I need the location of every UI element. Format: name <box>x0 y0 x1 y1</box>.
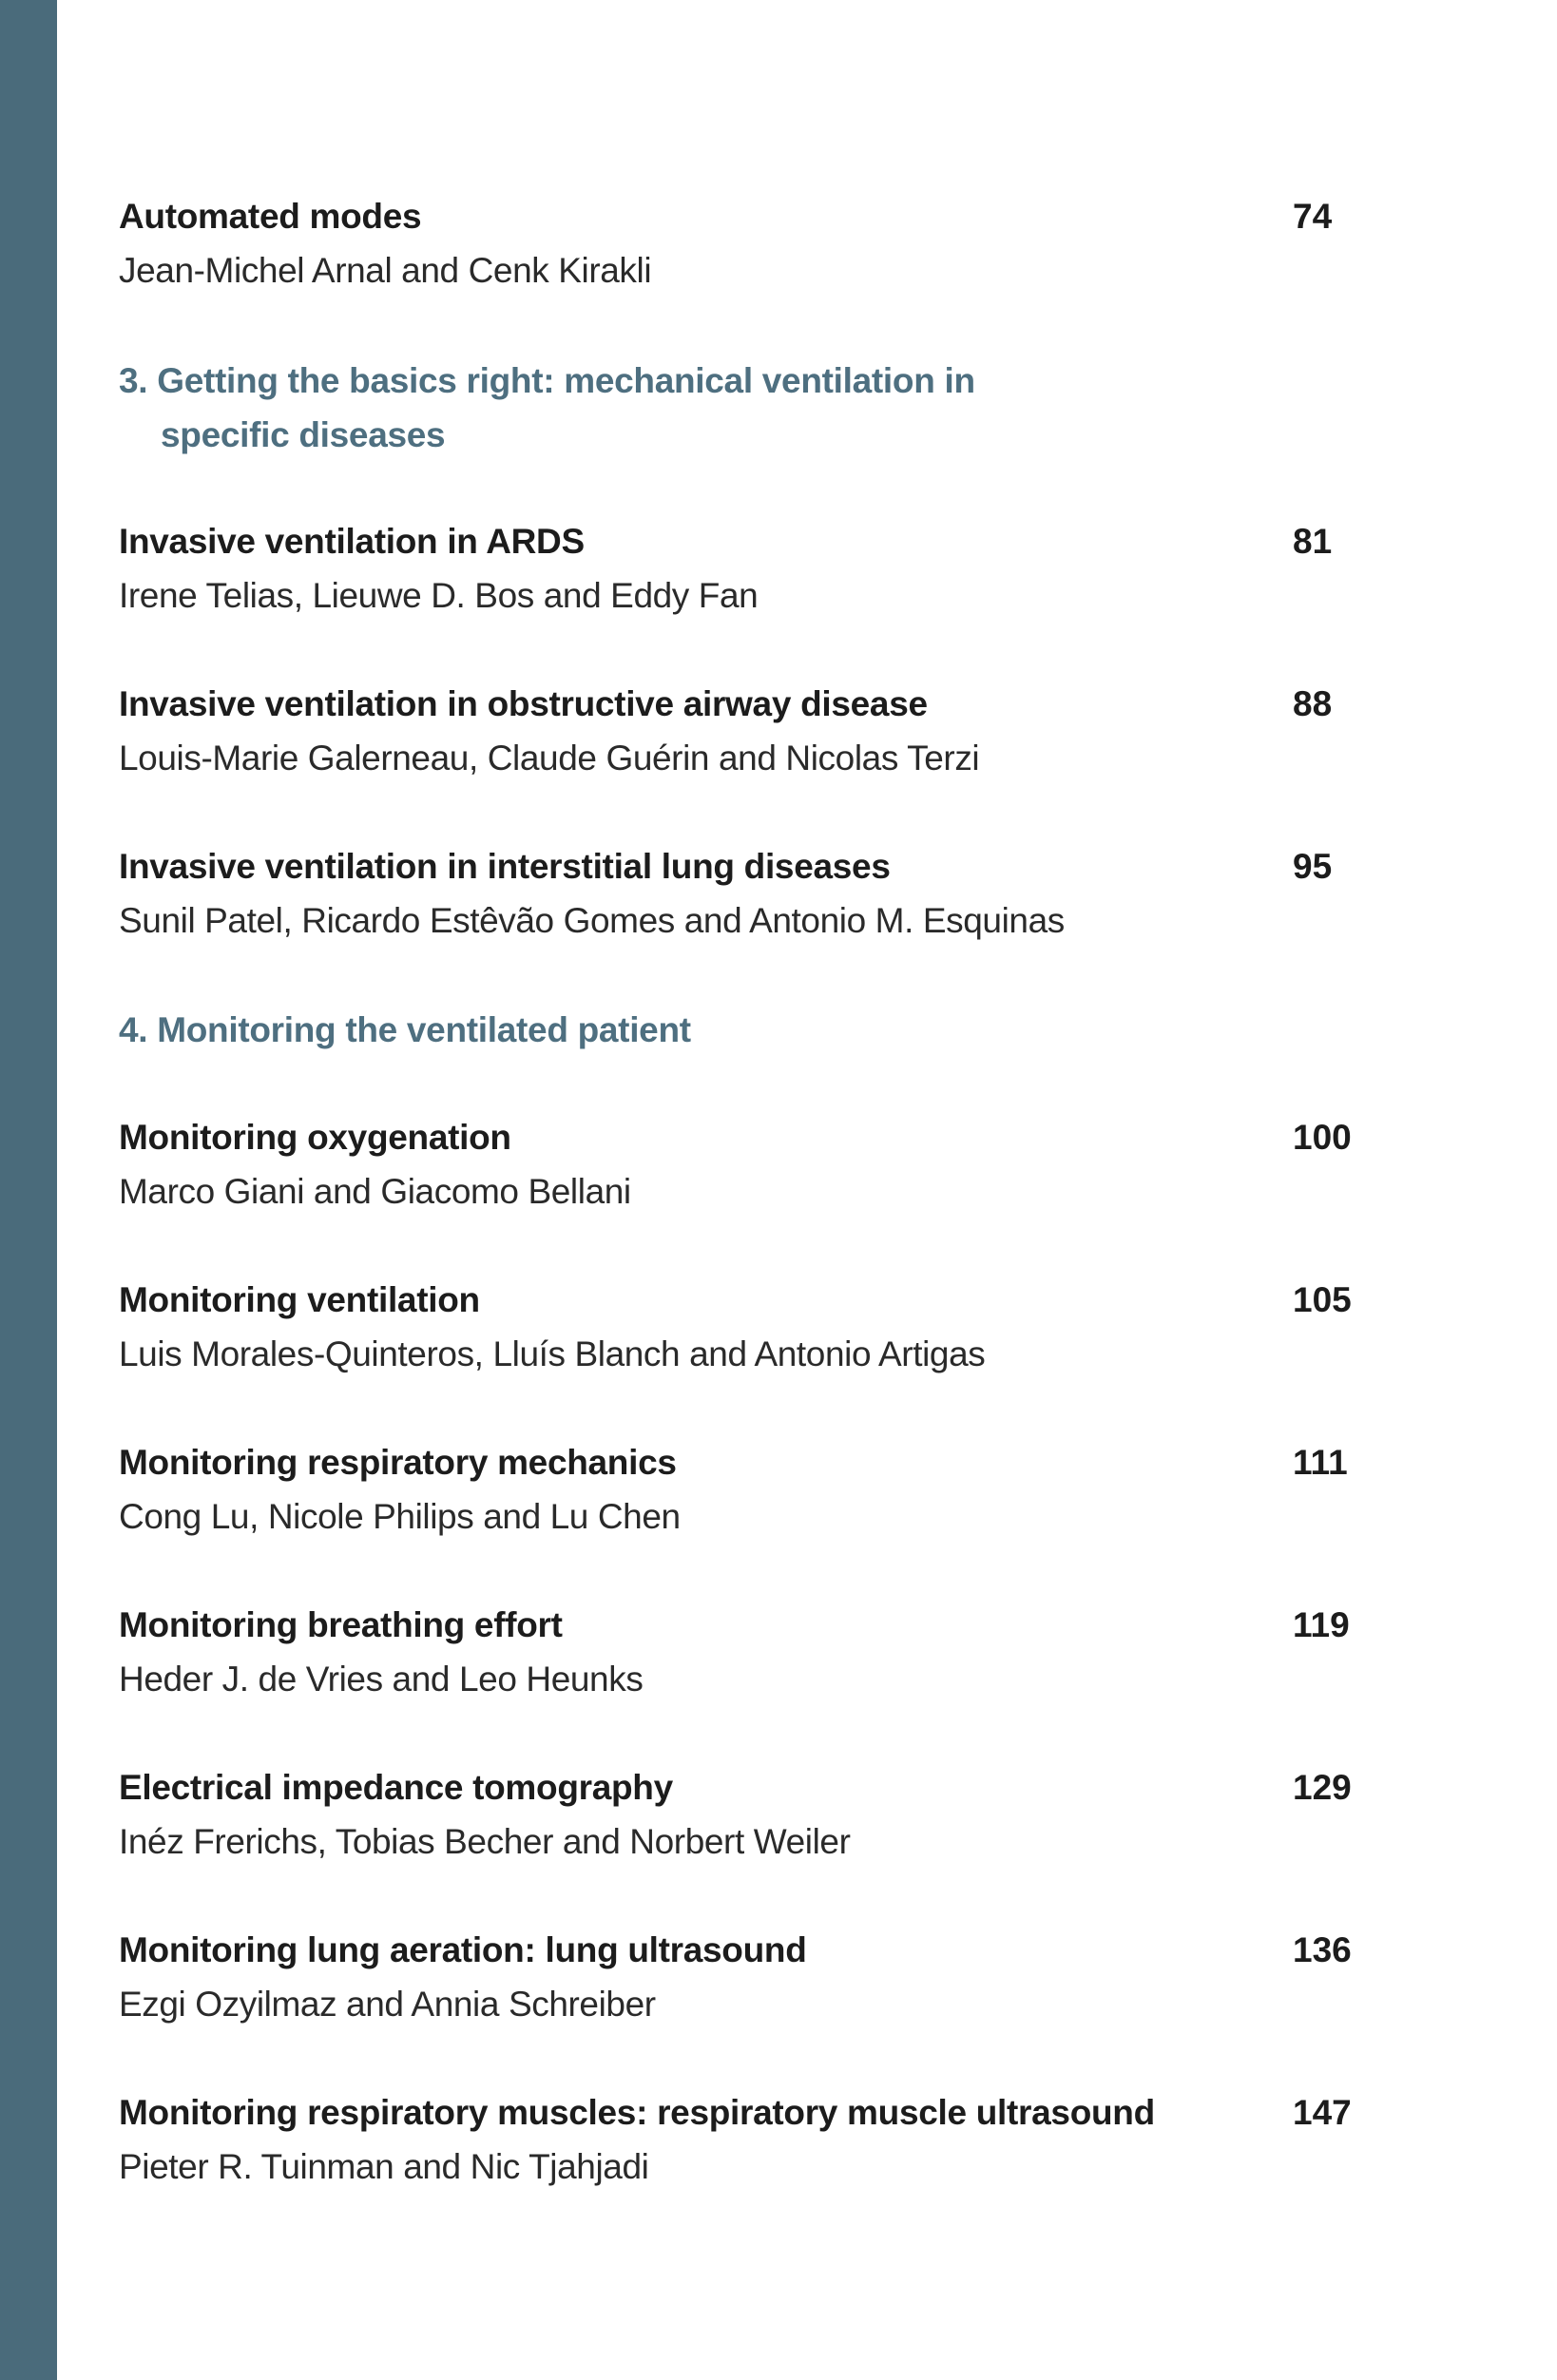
entry-authors: Louis-Marie Galerneau, Claude Guérin and Nicolas Terzi <box>119 739 980 777</box>
entry-authors: Marco Giani and Giacomo Bellani <box>119 1172 631 1211</box>
entry-authors: Jean-Michel Arnal and Cenk Kirakli <box>119 251 652 290</box>
entry-page-number: 111 <box>1293 1443 1348 1482</box>
entry-title: Automated modes <box>119 197 422 236</box>
entry-authors: Cong Lu, Nicole Philips and Lu Chen <box>119 1497 681 1536</box>
entry-page-number: 136 <box>1293 1930 1352 1969</box>
entry-page-number: 81 <box>1293 522 1333 561</box>
entry-page-number: 95 <box>1293 847 1333 886</box>
entry-page-number: 147 <box>1293 2093 1352 2132</box>
entry-title: Electrical impedance tomography <box>119 1768 673 1807</box>
section-heading-line: specific diseases <box>161 415 446 454</box>
section-heading <box>119 354 975 462</box>
entry-authors: Inéz Frerichs, Tobias Becher and Norbert Weiler <box>119 1822 851 1861</box>
entry-title: Monitoring ventilation <box>119 1280 480 1319</box>
entry-authors: Pieter R. Tuinman and Nic Tjahjadi <box>119 2147 649 2186</box>
entry-page-number: 100 <box>1293 1118 1352 1157</box>
entry-page-number: 119 <box>1293 1605 1350 1644</box>
section-heading-line: 4. Monitoring the ventilated patient <box>119 1010 691 1049</box>
entry-title: Monitoring respiratory mechanics <box>119 1443 677 1482</box>
entry-title: Monitoring oxygenation <box>119 1118 511 1157</box>
entry-title: Monitoring respiratory muscles: respiratory muscle ultrasound <box>119 2093 1155 2132</box>
entry-title: Monitoring lung aeration: lung ultrasound <box>119 1930 807 1969</box>
side-color-bar <box>0 0 57 2380</box>
entry-authors: Heder J. de Vries and Leo Heunks <box>119 1660 644 1699</box>
entry-title: Invasive ventilation in obstructive airway disease <box>119 684 928 723</box>
entry-authors: Sunil Patel, Ricardo Estêvão Gomes and Antonio M. Esquinas <box>119 901 1065 940</box>
section-heading-line: 3. Getting the basics right: mechanical ventilation in <box>119 361 975 400</box>
entry-page-number: 88 <box>1293 684 1333 723</box>
table-of-contents <box>119 0 1393 2380</box>
section-heading <box>119 1003 691 1057</box>
entry-title: Invasive ventilation in interstitial lung diseases <box>119 847 891 886</box>
entry-authors: Luis Morales-Quinteros, Lluís Blanch and Antonio Artigas <box>119 1334 986 1373</box>
entry-authors: Irene Telias, Lieuwe D. Bos and Eddy Fan <box>119 576 759 615</box>
entry-page-number: 105 <box>1293 1280 1352 1319</box>
entry-page-number: 129 <box>1293 1768 1352 1807</box>
entry-authors: Ezgi Ozyilmaz and Annia Schreiber <box>119 1985 656 2024</box>
entry-page-number: 74 <box>1293 197 1333 236</box>
entry-title: Monitoring breathing effort <box>119 1605 563 1644</box>
entry-title: Invasive ventilation in ARDS <box>119 522 585 561</box>
